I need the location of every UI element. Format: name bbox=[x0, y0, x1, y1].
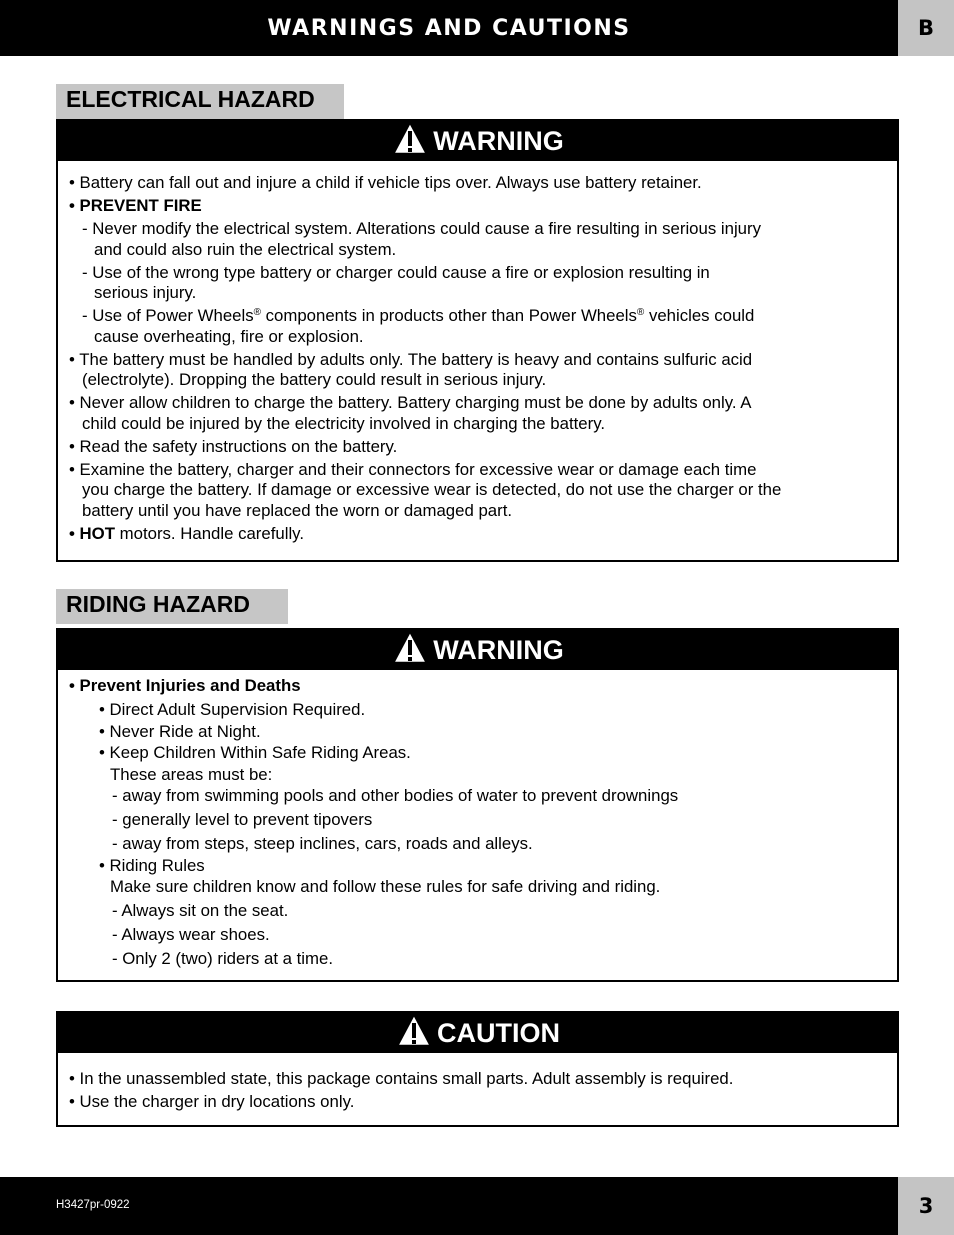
banner-label: CAUTION bbox=[437, 1017, 560, 1048]
text-line: • The battery must be handled by adults only. The battery is heavy and contains sulfuric acid bbox=[69, 349, 753, 369]
registered-mark: ® bbox=[253, 307, 261, 318]
text-line: • Keep Children Within Safe Riding Areas. bbox=[99, 743, 411, 762]
text-line: • Prevent Injuries and Deaths bbox=[69, 676, 301, 695]
text-line: - generally level to prevent tipovers bbox=[112, 810, 373, 829]
banner-label: WARNING bbox=[433, 125, 564, 156]
text-line: • Direct Adult Supervision Required. bbox=[99, 700, 366, 719]
text-line: • Riding Rules bbox=[99, 855, 205, 875]
text-line: Make sure children know and follow these rules for safe driving and riding. bbox=[110, 877, 661, 896]
text-line: child could be injured by the electricity involved in charging the battery. bbox=[82, 413, 605, 433]
text-line: These areas must be: bbox=[110, 764, 273, 784]
page-number: 3 bbox=[898, 1177, 954, 1235]
electrical-warning-text bbox=[58, 161, 897, 544]
text-line bbox=[69, 306, 887, 327]
riding-warning-banner bbox=[58, 630, 897, 670]
text-line: - away from swimming pools and other bodies of water to prevent drownings bbox=[112, 786, 679, 805]
electrical-warning-banner bbox=[58, 121, 897, 161]
text-line: • Read the safety instructions on the battery. bbox=[69, 436, 398, 456]
footer-bar bbox=[0, 1177, 898, 1235]
text-span: vehicles could bbox=[644, 306, 755, 325]
warning-triangle-icon bbox=[395, 1012, 437, 1055]
electrical-warning-box bbox=[56, 119, 899, 562]
text-line: • PREVENT FIRE bbox=[69, 196, 202, 215]
text-line: and could also ruin the electrical system. bbox=[94, 239, 397, 259]
riding-hazard-heading: RIDING HAZARD bbox=[56, 589, 288, 624]
registered-mark: ® bbox=[636, 307, 645, 318]
text-line: - Always sit on the seat. bbox=[112, 901, 289, 920]
text-span: motors. Handle carefully. bbox=[114, 523, 304, 543]
text-line bbox=[69, 524, 887, 545]
text-span: components in products other than Power Wheels bbox=[260, 306, 637, 325]
text-line: cause overheating, fire or explosion. bbox=[94, 326, 364, 346]
page-title: WARNINGS AND CAUTIONS bbox=[267, 15, 631, 41]
text-line: • Never allow children to charge the battery. Battery charging must be done by adults only. A bbox=[69, 393, 752, 412]
text-line: serious injury. bbox=[94, 283, 197, 302]
text-span: - Use of Power Wheels bbox=[82, 306, 254, 325]
warning-triangle-icon bbox=[391, 629, 433, 672]
text-line: - Use of the wrong type battery or charger could cause a fire or explosion resulting in bbox=[82, 262, 710, 282]
text-line: - Only 2 (two) riders at a time. bbox=[112, 949, 334, 968]
warning-triangle-icon bbox=[391, 120, 433, 163]
text-line: you charge the battery. If damage or excessive wear is detected, do not use the charger or the bbox=[82, 480, 782, 499]
text-line: • Use the charger in dry locations only. bbox=[69, 1091, 355, 1111]
caution-text bbox=[58, 1053, 897, 1113]
text-line: (electrolyte). Dropping the battery could result in serious injury. bbox=[82, 370, 547, 389]
electrical-hazard-heading: ELECTRICAL HAZARD bbox=[56, 84, 344, 119]
text-span: • HOT bbox=[69, 523, 115, 543]
text-line: • Battery can fall out and injure a child if vehicle tips over. Always use battery retainer. bbox=[69, 173, 702, 192]
caution-banner bbox=[58, 1013, 897, 1053]
riding-warning-text bbox=[58, 670, 897, 970]
caution-box bbox=[56, 1011, 899, 1127]
text-line: • In the unassembled state, this package contains small parts. Adult assembly is required. bbox=[69, 1069, 734, 1088]
text-line: - Always wear shoes. bbox=[112, 925, 270, 944]
banner-label: WARNING bbox=[433, 634, 564, 665]
text-line: battery until you have replaced the worn or damaged part. bbox=[82, 500, 513, 520]
text-line: - away from steps, steep inclines, cars, roads and alleys. bbox=[112, 834, 533, 853]
section-tab-letter: B bbox=[898, 0, 954, 56]
text-line: • Never Ride at Night. bbox=[99, 721, 261, 741]
document-code: H3427pr-0922 bbox=[56, 1199, 130, 1211]
text-line: - Never modify the electrical system. Alterations could cause a fire resulting in serious injury bbox=[82, 219, 761, 238]
riding-warning-box bbox=[56, 628, 899, 982]
text-line: • Examine the battery, charger and their connectors for excessive wear or damage each time bbox=[69, 459, 757, 479]
